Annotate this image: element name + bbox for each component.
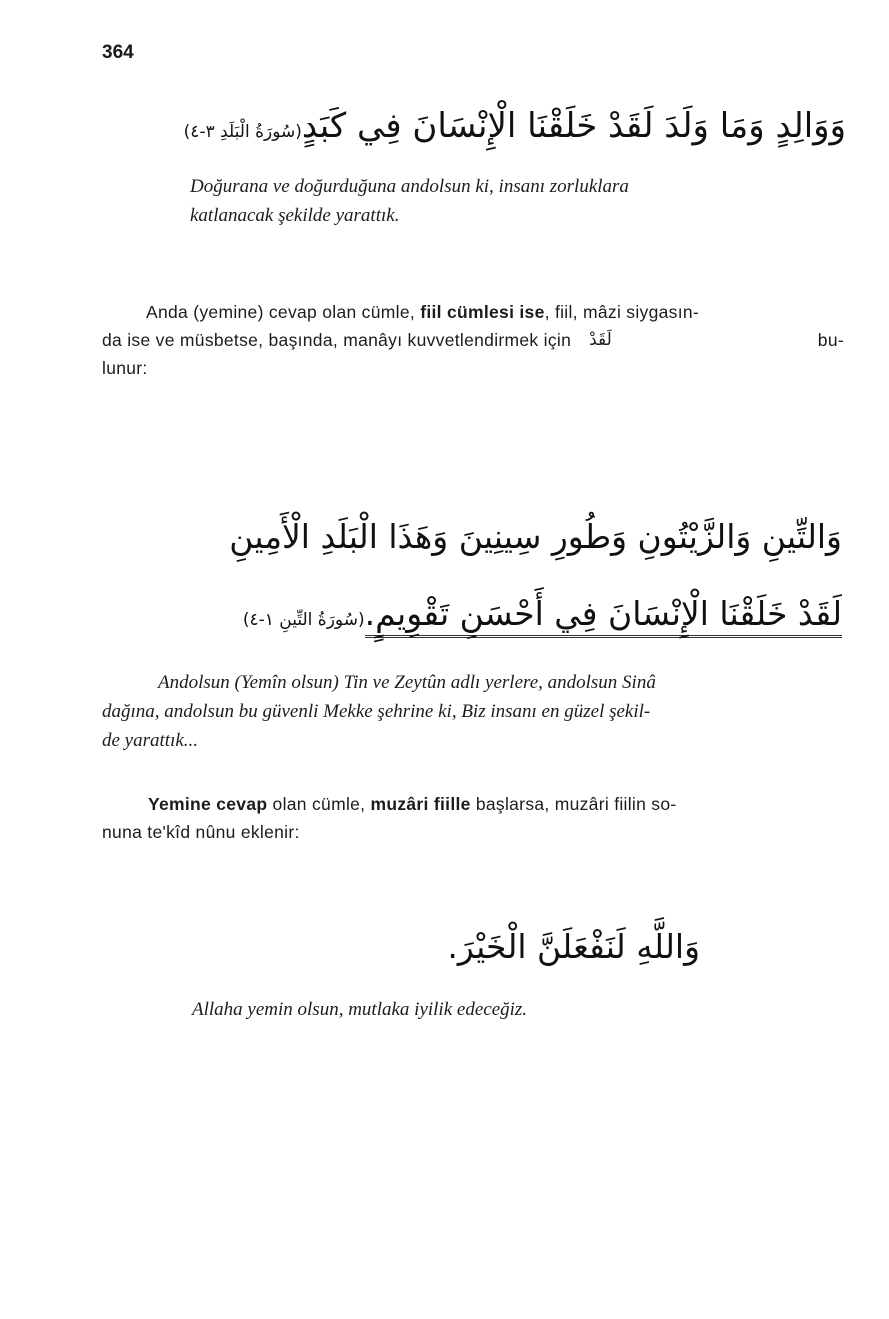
verse-2-arabic-line-2: [160, 578, 842, 650]
verse-2-arabic-line-1: [210, 498, 842, 576]
paragraph-1: [102, 298, 844, 382]
verse-3-translation-text: Allaha yemin olsun, mutlaka iyilik edeceğiz.: [192, 999, 528, 1020]
verse-2-translation-line-3: de yarattık...: [102, 730, 199, 751]
paragraph-2-bold-2: muzâri fiille: [370, 794, 471, 814]
paragraph-2-part-2: başlarsa, muzâri fiilin so-: [470, 794, 677, 814]
verse-2-translation-line-1: Andolsun (Yemîn olsun) Tin ve Zeytûn adlı yerlere, andolsun Sinâ: [158, 672, 656, 693]
verse-2-reference: (سُورَةُ التِّينِ ١-٤): [242, 610, 365, 630]
paragraph-1-bold-1: fiil cümlesi ise: [420, 302, 545, 322]
verse-3-arabic: [380, 908, 700, 986]
paragraph-1-inline-arabic: لَقَدْ: [589, 330, 612, 350]
verse-1-translation-line-1: Doğurana ve doğurduğuna andolsun ki, insanı zorluklara: [190, 176, 629, 197]
paragraph-1-line-3: lunur:: [102, 358, 148, 378]
paragraph-1-line-2-end: bu-: [817, 330, 844, 350]
paragraph-2-bold-1: Yemine cevap: [148, 794, 268, 814]
verse-1-translation: [190, 172, 840, 230]
verse-2-arabic-line-2-text: لَقَدْ خَلَقْنَا الْإِنْسَانَ فِي أَحْسَنِ تَقْوِيمٍ.: [365, 594, 842, 638]
verse-2-translation: [102, 668, 847, 755]
page-number: 364: [102, 42, 134, 63]
verse-2-translation-line-2: dağına, andolsun bu güvenli Mekke şehrine ki, Biz insanı en güzel şekil-: [102, 701, 651, 722]
verse-3-translation: [192, 995, 792, 1024]
verse-3-arabic-text: وَاللَّهِ لَنَفْعَلَنَّ الْخَيْرَ.: [447, 927, 700, 966]
paragraph-1-part-1: Anda (yemine) cevap olan cümle,: [146, 302, 421, 322]
verse-1-reference: (سُورَةُ الْبَلَدِ ٣-٤): [183, 122, 302, 142]
paragraph-1-line-2: da ise ve müsbetse, başında, manâyı kuvvetlendirmek için: [102, 330, 572, 350]
verse-1-translation-line-2: katlanacak şekilde yarattık.: [190, 205, 400, 226]
paragraph-2-line-2: nuna te'kîd nûnu eklenir:: [102, 822, 300, 842]
paragraph-2-part-1: olan cümle,: [267, 794, 371, 814]
paragraph-2: [102, 790, 844, 846]
paragraph-1-part-2: , fiil, mâzi siygasın-: [544, 302, 700, 322]
verse-1-arabic: [118, 88, 846, 164]
verse-2-arabic-line-1-text: وَالتِّينِ وَالزَّيْتُونِ وَطُورِ سِينِينَ وَهَذَا الْبَلَدِ الْأَمِينِ: [229, 517, 842, 556]
verse-1-arabic-text: وَوَالِدٍ وَمَا وَلَدَ لَقَدْ خَلَقْنَا الْإِنْسَانَ فِي كَبَدٍ: [301, 106, 846, 146]
